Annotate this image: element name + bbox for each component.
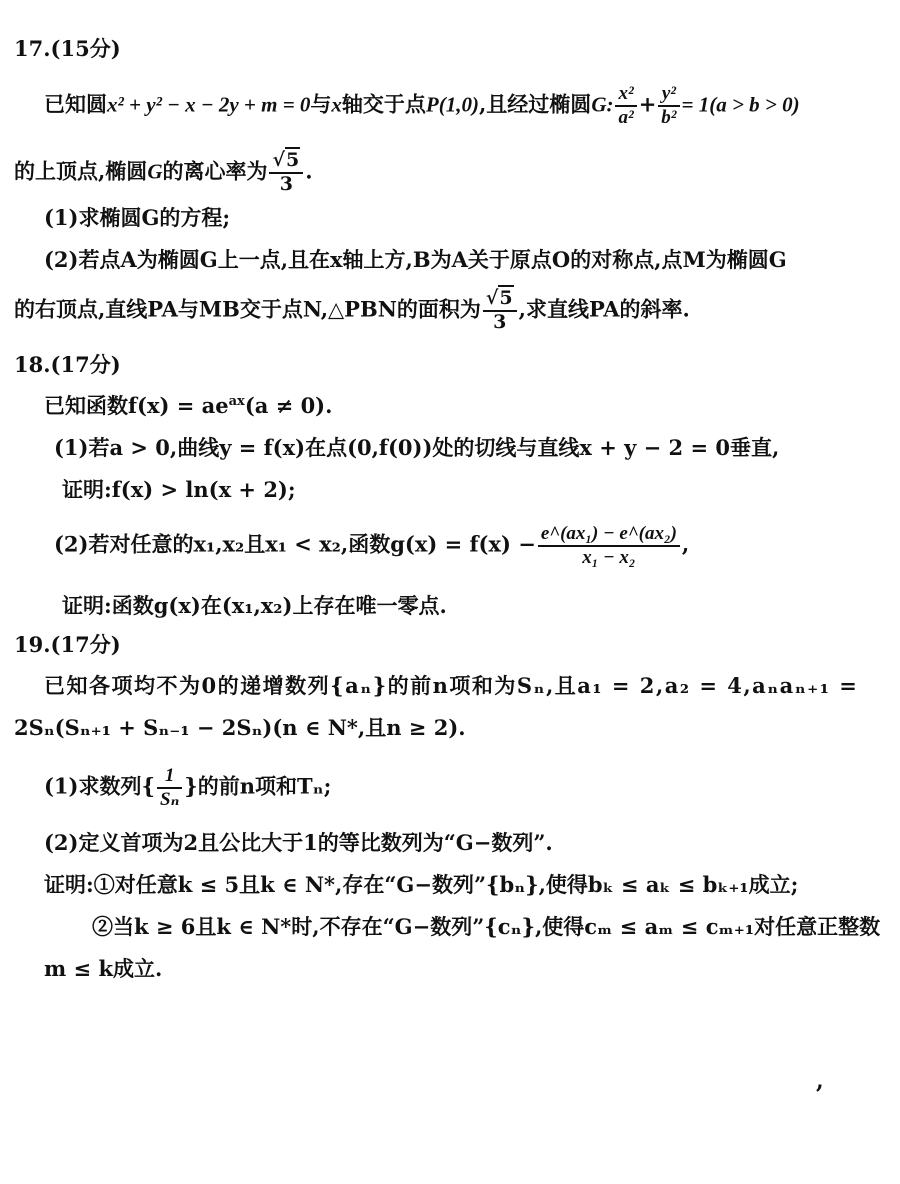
q18-line1 xyxy=(44,393,332,418)
q18-part1-proof: 证明:f(x) > ln(x + 2); xyxy=(62,477,296,502)
denominator: 3 xyxy=(493,310,507,333)
q19-part2-proof2: ②当k ≥ 6且k ∈ N*时,不存在“G−数列”{cₙ},使得cₘ ≤ aₘ ≤ cₘ₊₁对任意正整数 xyxy=(92,914,881,939)
q18-text: (a ≠ 0). xyxy=(244,393,333,418)
q19-part2: (2)定义首项为2且公比大于1的等比数列为“G−数列”. xyxy=(44,830,553,855)
g-fraction xyxy=(538,523,680,569)
q19-line2: 2Sₙ(Sₙ₊₁ + Sₙ₋₁ − 2Sₙ)(n ∈ N*,且n ≥ 2). xyxy=(14,715,466,740)
q17-text: 的上顶点,椭圆 xyxy=(14,158,148,184)
reciprocal-fraction xyxy=(157,765,182,811)
area-fraction xyxy=(483,288,517,334)
x-axis-var: x xyxy=(331,92,342,117)
q19-part2-proof2-end: m ≤ k成立. xyxy=(44,956,163,981)
q18-header: 18.(17分) xyxy=(14,352,121,377)
q18-text: (2)若对任意的x₁,x₂且x₁ < x₂,函数g(x) = f(x) − xyxy=(54,531,536,557)
q19-text: }的前n项和Tₙ; xyxy=(184,773,332,799)
sqrt-numerator: √5 xyxy=(483,288,517,312)
q17-part2-line2 xyxy=(14,288,690,334)
point-p: P(1,0) xyxy=(425,92,479,117)
sqrt-numerator: √5 xyxy=(269,150,303,174)
denominator: 3 xyxy=(279,172,293,195)
q19-header: 19.(17分) xyxy=(14,632,121,657)
q17-text: 已知圆 xyxy=(44,91,107,117)
period: . xyxy=(305,158,313,184)
fraction-x2-a2: $\frac{\text{x²}}{\text{a²}}$ xyxy=(615,83,636,129)
q17-text: ,求直线PA的斜率. xyxy=(518,296,690,322)
q18-part2-proof: 证明:函数g(x)在(x₁,x₂)上存在唯一零点. xyxy=(62,593,447,618)
q17-text: ,且经过椭圆 xyxy=(479,91,592,117)
q18-part2 xyxy=(54,523,689,569)
q19-text: (1)求数列{ xyxy=(44,773,155,799)
q17-text: 的右顶点,直线PA与MB交于点N,△PBN的面积为 xyxy=(14,296,481,322)
q18-part1: (1)若a > 0,曲线y = f(x)在点(0,f(0))处的切线与直线x + y − 2 = 0垂直, xyxy=(54,435,780,460)
q17-part1: (1)求椭圆G的方程; xyxy=(44,205,231,230)
q17-line1 xyxy=(44,83,800,129)
q17-header: 17.(15分) xyxy=(14,36,121,61)
ellipse-condition: = 1(a > b > 0) xyxy=(681,92,800,117)
q19-part2-proof1: 证明:①对任意k ≤ 5且k ∈ N*,存在“G−数列”{bₙ},使得bₖ ≤ aₖ ≤ bₖ₊₁成立; xyxy=(44,872,799,897)
comma: , xyxy=(681,531,690,557)
q19-part1 xyxy=(44,765,331,811)
eccentricity-fraction xyxy=(269,150,303,196)
q18-text: 已知函数f(x) = ae xyxy=(44,393,229,418)
plus-sign: + xyxy=(638,91,657,117)
q17-line2 xyxy=(14,150,313,196)
q17-text: 轴交于点 xyxy=(341,91,426,117)
ellipse-label: G xyxy=(147,159,163,184)
fraction-y2-b2: $\frac{\text{y²}}{\text{b²}}$ xyxy=(658,83,679,129)
ellipse-label: G: xyxy=(591,92,614,117)
q17-text: 与 xyxy=(310,91,332,117)
denominator: x₁ − x₂ xyxy=(582,546,636,568)
numerator: e^(ax₁) − e^(ax₂) xyxy=(538,523,680,547)
denominator: Sₙ xyxy=(160,788,180,810)
exponent: ax xyxy=(228,394,245,409)
stray-mark: , xyxy=(816,1068,824,1094)
q19-line1: 已知各项均不为0的递增数列{aₙ}的前n项和为Sₙ,且a₁ = 2,a₂ = 4,aₙaₙ₊₁ = xyxy=(44,673,859,698)
q17-part2-line1: (2)若点A为椭圆G上一点,且在x轴上方,B为A关于原点O的对称点,点M为椭圆G xyxy=(44,247,787,272)
q17-text: 的离心率为 xyxy=(162,158,268,184)
numerator: 1 xyxy=(157,765,182,789)
circle-equation: x² + y² − x − 2y + m = 0 xyxy=(107,92,311,117)
